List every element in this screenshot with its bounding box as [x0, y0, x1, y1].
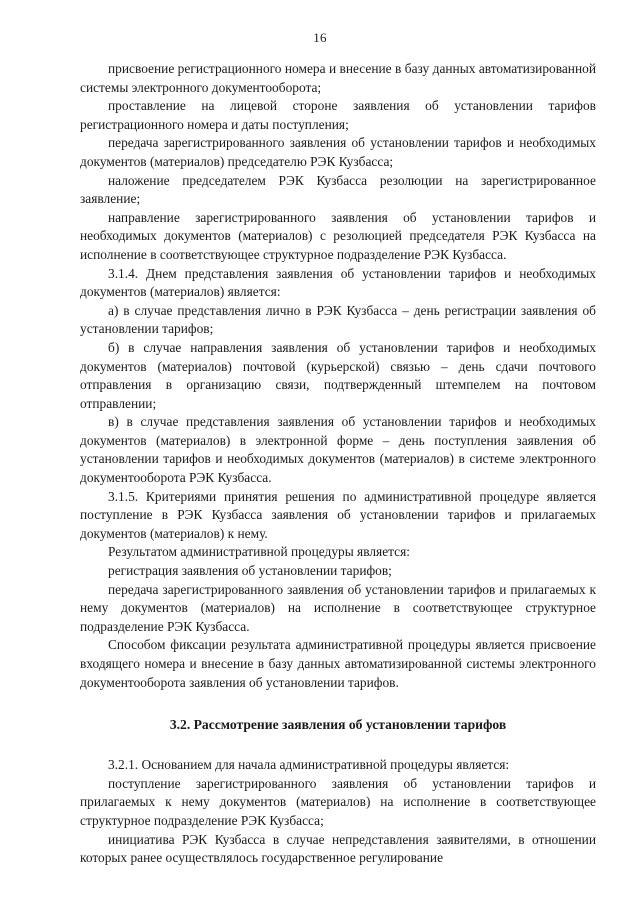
paragraph: Способом фиксации результата административной процедуры является присвоение входящего номера и внесение в базу данных автоматизированной системы электронного документооборота заявления об установлении тарифов.: [80, 637, 596, 690]
paragraph: поступление зарегистрированного заявления об установлении тарифов и прилагаемых к нему документов (материалов) на исполнение в соответствующее структурное подразделение РЭК Кузбасса;: [80, 775, 596, 828]
paragraph: присвоение регистрационного номера и внесение в базу данных автоматизированной системы электронного документооборота;: [80, 61, 596, 95]
paragraph-3-2-1: 3.2.1. Основанием для начала административной процедуры является:: [108, 757, 510, 773]
paragraph: передача зарегистрированного заявления об установлении тарифов и прилагаемых к нему документов (материалов) на исполнение в соответствующее структурное подразделение РЭК Кузбасса.: [80, 581, 596, 634]
paragraph: наложение председателем РЭК Кузбасса резолюции на зарегистрированное заявление;: [80, 172, 596, 207]
section-heading: 3.2. Рассмотрение заявления об установлении тарифов: [169, 717, 507, 733]
list-item-a: а) в случае представления лично в РЭК Кузбасса – день регистрации заявления об установлении тарифов;: [80, 302, 596, 337]
page-body: [80, 60, 596, 868]
paragraph: инициатива РЭК Кузбасса в случае непредставления заявителями, в отношении которых ранее осуществлялось государственное регулирование: [80, 831, 596, 866]
list-item-v: в) в случае представления заявления об установлении тарифов и необходимых документов (материалов) в электронной форме – день поступления заявления об установлении тарифов и необходимых документов (материалов) в системе электронного документооборота РЭК Кузбасса.: [80, 414, 596, 486]
paragraph: передача зарегистрированного заявления об установлении тарифов и необходимых документов (материалов) председателю РЭК Кузбасса;: [80, 135, 596, 169]
paragraph-3-1-4: 3.1.4. Днем представления заявления об установлении тарифов и необходимых документов (материалов) является:: [80, 265, 596, 300]
list-item-b: б) в случае направления заявления об установлении тарифов и необходимых документов (материалов) почтовой (курьерской) связью – день сдачи почтового отправления в организацию связи, подтвержденный штемпелем на почтовом отправлении;: [80, 339, 596, 411]
paragraph: Результатом административной процедуры является:: [108, 544, 410, 560]
page-number: 16: [313, 30, 327, 45]
paragraph: проставление на лицевой стороне заявления об установлении тарифов регистрационного номера и даты поступления;: [80, 98, 596, 132]
paragraph: регистрация заявления об установлении тарифов;: [108, 563, 392, 579]
paragraph-3-1-5: 3.1.5. Критериями принятия решения по административной процедуре является поступление в РЭК Кузбасса заявления об установлении тарифов и прилагаемых документов (материалов) к нему.: [80, 488, 596, 541]
paragraph: направление зарегистрированного заявления об установлении тарифов и необходимых документов (материалов) с резолюцией председателя РЭК Кузбасса на исполнение в соответствующее структурное подразделение РЭК Кузбасса.: [80, 209, 596, 262]
